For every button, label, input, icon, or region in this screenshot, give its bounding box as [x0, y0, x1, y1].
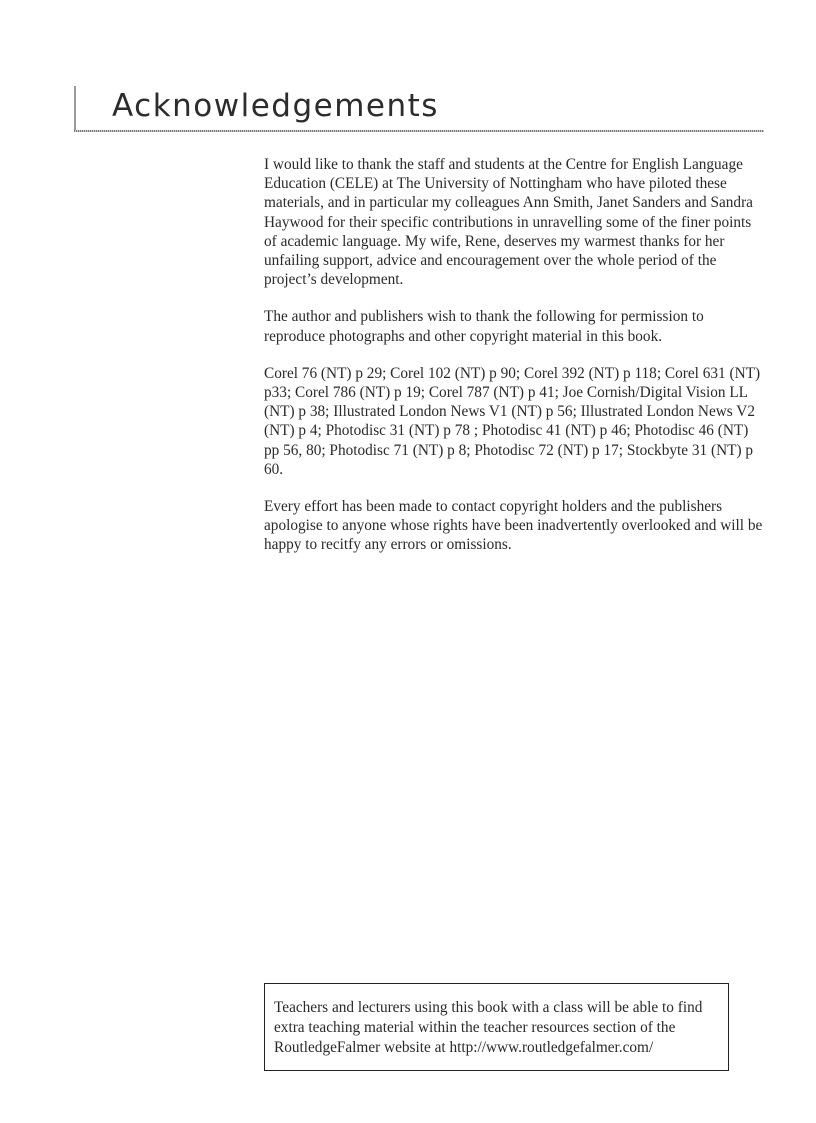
paragraph-photo-credits: Corel 76 (NT) p 29; Corel 102 (NT) p 90; Corel 392 (NT) p 118; Corel 631 (NT) p33; Corel 786 (NT) p 19; Corel 787 (NT) p 41; Joe Cornish/Digital Vision LL (NT) p 38; Illustrated London News V1 (NT) p 56; Illustrated London News V2 (NT) p 4; Photodisc 31 (NT) p 78 ; Photodisc 41 (NT) p 46; Photodisc 46 (NT) pp 56, 80; Photodisc 71 (NT) p 8; Photodisc 72 (NT) p 17; Stockbyte 31 (NT) p 60.: [264, 364, 761, 478]
paragraph-permissions: The author and publishers wish to thank the following for permission to reproduce photographs and other copyright material in this book.: [264, 308, 704, 345]
teacher-resources-text: Teachers and lecturers using this book with a class will be able to find extra teaching material within the teacher resources section of the RoutledgeFalmer website at http://www.routledgefalmer.com/: [274, 999, 703, 1056]
paragraph-copyright-notice: Every effort has been made to contact copyright holders and the publishers apologise to anyone whose rights have been inadvertently overlooked and will be happy to recitfy any errors or omissions.: [264, 498, 763, 554]
body-text: [264, 155, 764, 573]
heading-vertical-rule: [74, 86, 76, 132]
page-title: Acknowledgements: [112, 88, 439, 124]
heading-horizontal-rule: [74, 130, 764, 132]
teacher-resources-note: [264, 983, 729, 1071]
paragraph-thanks: I would like to thank the staff and students at the Centre for English Language Education (CELE) at The University of Nottingham who have piloted these materials, and in particular my colleagues Ann Smith, Janet Sanders and Sandra Haywood for their specific contributions in unravelling some of the finer points of academic language. My wife, Rene, deserves my warmest thanks for her unfailing support, advice and encouragement over the whole period of the project’s development.: [264, 156, 753, 289]
